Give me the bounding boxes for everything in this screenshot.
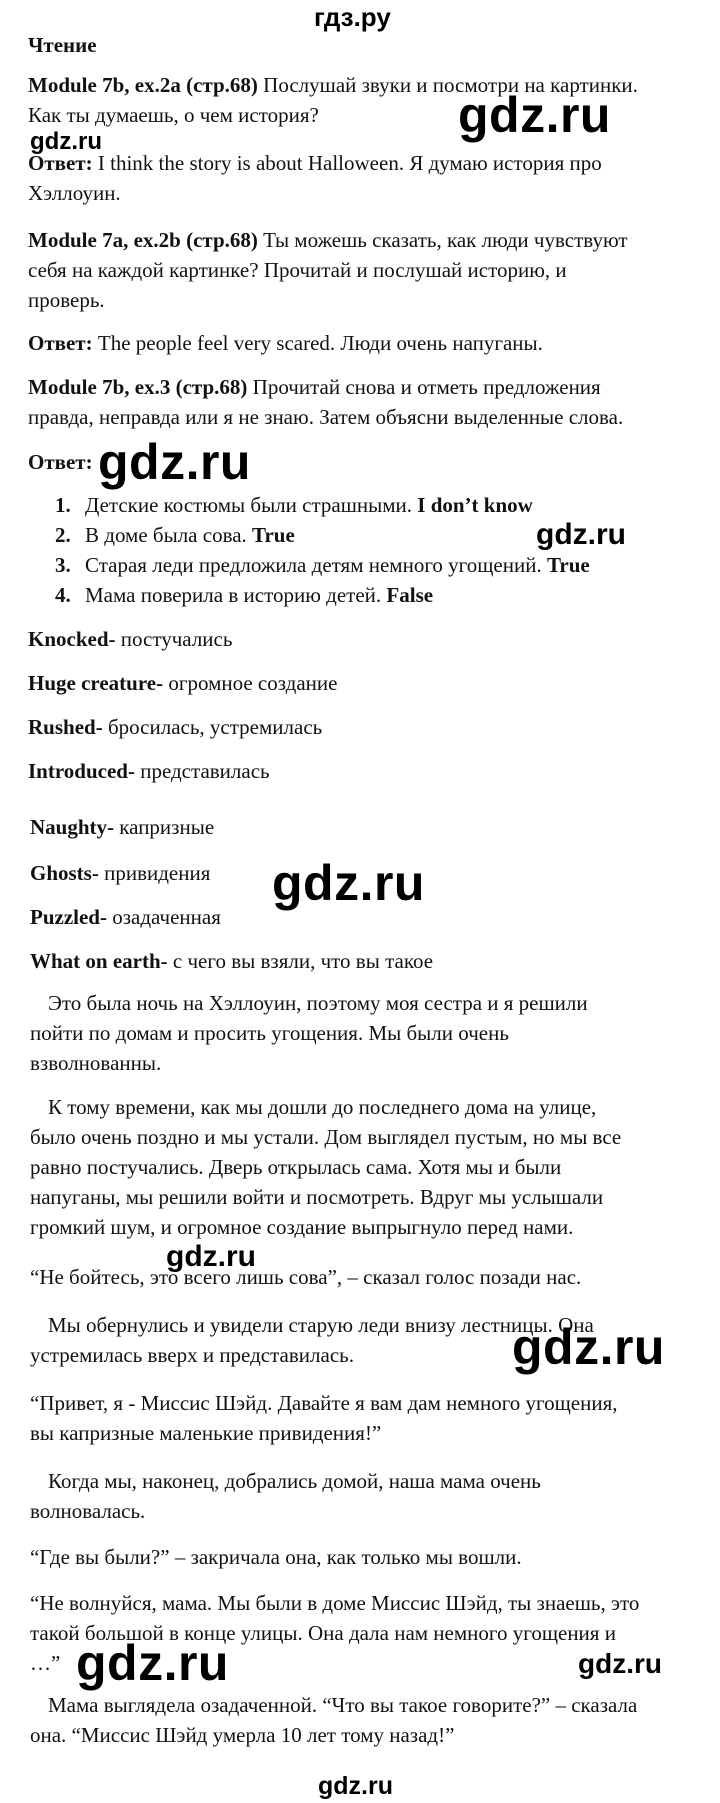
story-line: напуганы, мы решили войти и посмотреть. Вдруг мы услышали (30, 1185, 604, 1209)
story-line: волновалась. (30, 1499, 146, 1523)
answer-2 (28, 328, 543, 358)
story-line: взволнованны. (30, 1051, 162, 1075)
watermark-small: gdz.ru (578, 1648, 662, 1679)
story-line: такой большой в конце улицы. Она дала нам немного угощения и (30, 1621, 616, 1645)
story-line: Мы обернулись и увидели старую леди внизу лестницы. Она (48, 1313, 594, 1337)
question-3-text-2: правда, неправда или я не знаю. Затем объясни выделенные слова. (28, 405, 624, 429)
vocab-item: Introduced- представилась (28, 759, 270, 783)
question-1-text: Послушай звуки и посмотри на картинки. (263, 73, 638, 97)
list-item: 4. Мама поверила в историю детей. False (55, 583, 434, 607)
watermark: gdz.ru (76, 1635, 229, 1691)
question-2-text-2: себя на каждой картинке? Прочитай и послушай историю, и (28, 258, 567, 282)
story-line: Когда мы, наконец, добрались домой, наша мама очень (48, 1469, 541, 1493)
watermark-small: gdz.ru (30, 128, 102, 155)
question-2-text-3: проверь. (28, 288, 105, 312)
story-line: пойти по домам и просить угощения. Мы были очень (30, 1021, 509, 1045)
story-line: громкий шум, и огромное создание выпрыгнуло перед нами. (30, 1215, 574, 1239)
vocab-item: Knocked- постучались (28, 627, 233, 651)
list-item: 1. Детские костюмы были страшными. I don’t know (55, 493, 533, 517)
question-3 (28, 372, 601, 402)
section-title: Чтение (28, 33, 97, 57)
answer-1-text: I think the story is about Halloween. Я думаю история про (97, 151, 602, 175)
story-line: Это была ночь на Хэллоуин, поэтому моя сестра и я решили (48, 991, 588, 1015)
question-3-label: Module 7b, ex.3 (стр.68) (28, 375, 248, 399)
question-1-label: Module 7b, ex.2a (стр.68) (28, 73, 258, 97)
answer-1 (28, 148, 602, 178)
story-line: устремилась вверх и представилась. (30, 1343, 354, 1367)
story-line: равно постучались. Дверь открылась сама. Хотя мы и были (30, 1155, 562, 1179)
site-header: гдз.ру (314, 2, 391, 32)
vocab-item: Naughty- капризные (30, 815, 215, 839)
vocab-item: Rushed- бросилась, устремилась (28, 715, 323, 739)
vocab-item: Puzzled- озадаченная (30, 905, 221, 929)
story-line: “Где вы были?” – закричала она, как только мы вошли. (30, 1545, 522, 1569)
question-2-text: Ты можешь сказать, как люди чувствуют (263, 228, 628, 252)
list-item: 2. В доме была сова. True (55, 523, 295, 547)
watermark-small: gdz.ru (166, 1240, 256, 1273)
watermark-small: gdz.ru (536, 518, 626, 551)
footer-watermark: gdz.ru (318, 1772, 393, 1800)
question-2 (28, 225, 628, 255)
question-1-text-2: Как ты думаешь, о чем история? (28, 103, 319, 127)
story-line: было очень поздно и мы устали. Дом выглядел пустым, но мы все (30, 1125, 622, 1149)
answer-2-label: Ответ: (28, 331, 93, 355)
story-line: …” (30, 1651, 61, 1675)
answer-1-text-2: Хэллоуин. (28, 181, 121, 205)
story-line: вы капризные маленькие привидения!” (30, 1421, 382, 1445)
vocab-item: What on earth- с чего вы взяли, что вы такое (30, 949, 434, 973)
vocab-item: Huge creature- огромное создание (28, 671, 338, 695)
story-line: “Привет, я - Миссис Шэйд. Давайте я вам дам немного угощения, (30, 1391, 618, 1415)
question-3-text: Прочитай снова и отметь предложения (252, 375, 601, 399)
watermark: gdz.ru (458, 87, 611, 143)
watermark: gdz.ru (512, 1319, 665, 1375)
story-line: она. “Миссис Шэйд умерла 10 лет тому назад!” (30, 1723, 455, 1747)
story-line: “Не волнуйся, мама. Мы были в доме Миссис Шэйд, ты знаешь, это (30, 1591, 640, 1615)
answer-1-label: Ответ: (28, 151, 93, 175)
answer-3-label: Ответ: (28, 450, 93, 474)
story-line: “Не бойтесь, это всего лишь сова”, – сказал голос позади нас. (30, 1265, 582, 1289)
question-2-label: Module 7a, ex.2b (стр.68) (28, 228, 258, 252)
vocab-item: Ghosts- привидения (30, 861, 211, 885)
answer-2-text: The people feel very scared. Люди очень напуганы. (97, 331, 543, 355)
list-item: 3. Старая леди предложила детям немного угощений. True (55, 553, 590, 577)
watermark: gdz.ru (272, 855, 425, 911)
story-line: Мама выглядела озадаченной. “Что вы такое говорите?” – сказала (48, 1693, 638, 1717)
story-line: К тому времени, как мы дошли до последнего дома на улице, (48, 1095, 597, 1119)
watermark: gdz.ru (98, 434, 251, 490)
